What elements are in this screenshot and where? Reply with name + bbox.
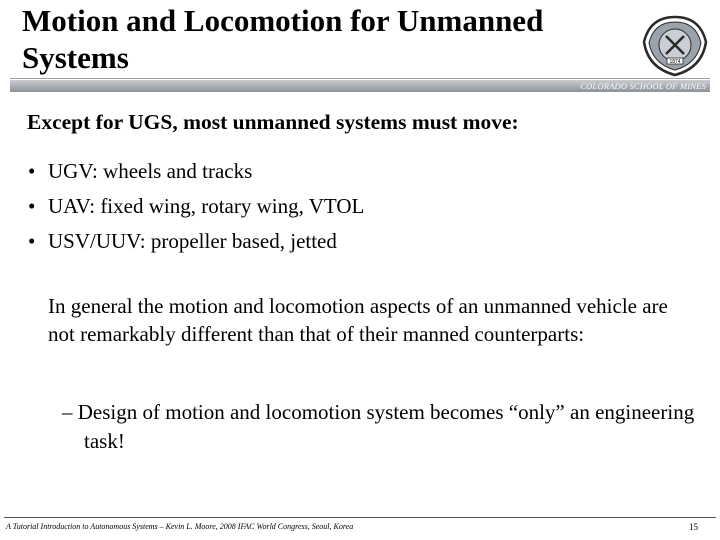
bullet-item: • UAV: fixed wing, rotary wing, VTOL xyxy=(26,189,364,224)
footer-text: A Tutorial Introduction to Autonomous Systems – Kevin L. Moore, 2008 IFAC World Congress, Seoul, Korea xyxy=(6,522,354,531)
sub-point: – Design of motion and locomotion system becomes “only” an engineering task! xyxy=(62,400,695,453)
bullet-list xyxy=(26,154,364,259)
bullet-item: • UGV: wheels and tracks xyxy=(26,154,364,189)
body-paragraph: In general the motion and locomotion aspects of an unmanned vehicle are not remarkably different than that of their manned counterparts: xyxy=(48,294,668,346)
logo-year: 1874 xyxy=(669,59,681,65)
school-logo xyxy=(640,14,710,78)
footer-rule xyxy=(4,517,716,518)
slide-subheading: Except for UGS, most unmanned systems must move: xyxy=(27,110,519,134)
page-number: 15 xyxy=(689,522,698,532)
slide-title: Motion and Locomotion for Unmanned Systems xyxy=(22,3,544,75)
header-rule xyxy=(10,78,710,79)
bullet-item: • USV/UUV: propeller based, jetted xyxy=(26,224,364,259)
school-name: COLORADO SCHOOL OF MINES xyxy=(580,81,706,91)
